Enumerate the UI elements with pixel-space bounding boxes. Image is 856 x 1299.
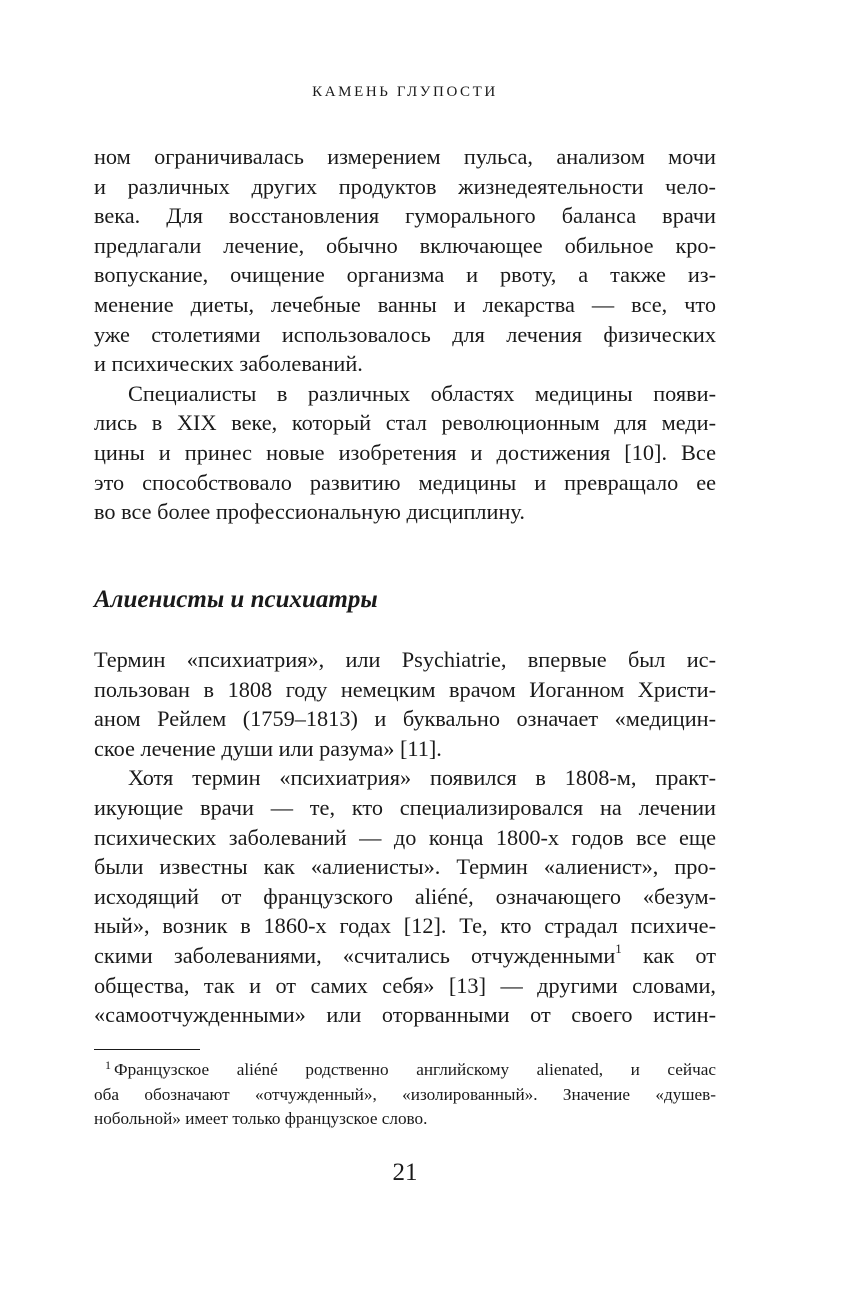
text-line: менение диеты, лечебные ванны и лекарства — все, что bbox=[94, 291, 716, 317]
text-line: вопускание, очищение организма и рвоту, а также из- bbox=[94, 262, 716, 288]
footnote-line bbox=[94, 1058, 716, 1083]
text-line: ское лечение души или разума» [11]. bbox=[94, 735, 442, 761]
text-line: и психических заболеваний. bbox=[94, 351, 363, 377]
text-line: лись в XIX веке, который стал революционным для меди- bbox=[94, 410, 716, 436]
text-line: общества, так и от самих себя» [13] — другими словами, bbox=[94, 972, 716, 998]
text-line: Специалисты в различных областях медицины появи- bbox=[128, 380, 716, 406]
text-line: пользован в 1808 году немецким врачом Иоганном Христи- bbox=[94, 676, 716, 702]
text-line: это способствовало развитию медицины и превращало ее bbox=[94, 469, 716, 495]
footnote-line: оба обозначают «отчужденный», «изолированный». Значение «душев- bbox=[94, 1084, 716, 1104]
text-line: икующие врачи — те, кто специализировался на лечении bbox=[94, 794, 716, 820]
footnote-reference[interactable]: 1 bbox=[615, 940, 622, 956]
paragraph bbox=[94, 379, 716, 527]
running-head: КАМЕНЬ ГЛУПОСТИ bbox=[312, 84, 498, 100]
footnote bbox=[94, 1058, 716, 1132]
section-heading: Алиенисты и психиатры bbox=[94, 586, 378, 613]
text-line: Хотя термин «психиатрия» появился в 1808-м, практ- bbox=[128, 765, 716, 791]
text-line: ном ограничивалась измерением пульса, анализом мочи bbox=[94, 144, 716, 169]
text-line: психических заболеваний — до конца 1800-х годов все еще bbox=[94, 824, 716, 850]
text-line: были известны как «алиенисты». Термин «алиенист», про- bbox=[94, 854, 716, 880]
text-line: предлагали лечение, обычно включающее обильное кро- bbox=[94, 232, 716, 258]
book-page bbox=[94, 0, 716, 1299]
body-text-section bbox=[94, 645, 716, 1030]
text-line: уже столетиями использовалось для лечения физических bbox=[94, 321, 716, 347]
text-segment: как от bbox=[621, 942, 716, 968]
footnote-marker: 1 bbox=[105, 1058, 111, 1072]
text-line: аном Рейлем (1759–1813) и буквально означает «медицин- bbox=[94, 706, 716, 732]
text-line: века. Для восстановления гуморального баланса врачи bbox=[94, 203, 716, 229]
page-number: 21 bbox=[392, 1159, 418, 1186]
text-line: ный», возник в 1860-х годах [12]. Те, кто страдал психиче- bbox=[94, 913, 716, 939]
text-segment: Французское aliéné родственно английскому alienated, и сейчас bbox=[114, 1060, 716, 1079]
text-line: цины и принес новые изобретения и достижения [10]. Все bbox=[94, 439, 716, 465]
paragraph bbox=[94, 763, 716, 1029]
text-line: «самоотчужденными» или оторванными от своего истин- bbox=[94, 1002, 716, 1028]
text-line: во все более профессиональную дисциплину. bbox=[94, 499, 525, 525]
text-line: исходящий от французского aliéné, означающего «безум- bbox=[94, 883, 716, 909]
footnote-divider bbox=[94, 1049, 200, 1050]
paragraph bbox=[94, 645, 716, 763]
text-line: Термин «психиатрия», или Psychiatrie, впервые был ис- bbox=[94, 647, 716, 672]
footnote-line: нобольной» имеет только французское слово. bbox=[94, 1109, 428, 1129]
text-segment: скими заболеваниями, «считались отчужденными bbox=[94, 942, 616, 968]
paragraph bbox=[94, 142, 716, 379]
text-line: и различных других продуктов жизнедеятельности чело- bbox=[94, 173, 716, 199]
text-line-with-note bbox=[94, 941, 716, 971]
body-text-top bbox=[94, 142, 716, 527]
